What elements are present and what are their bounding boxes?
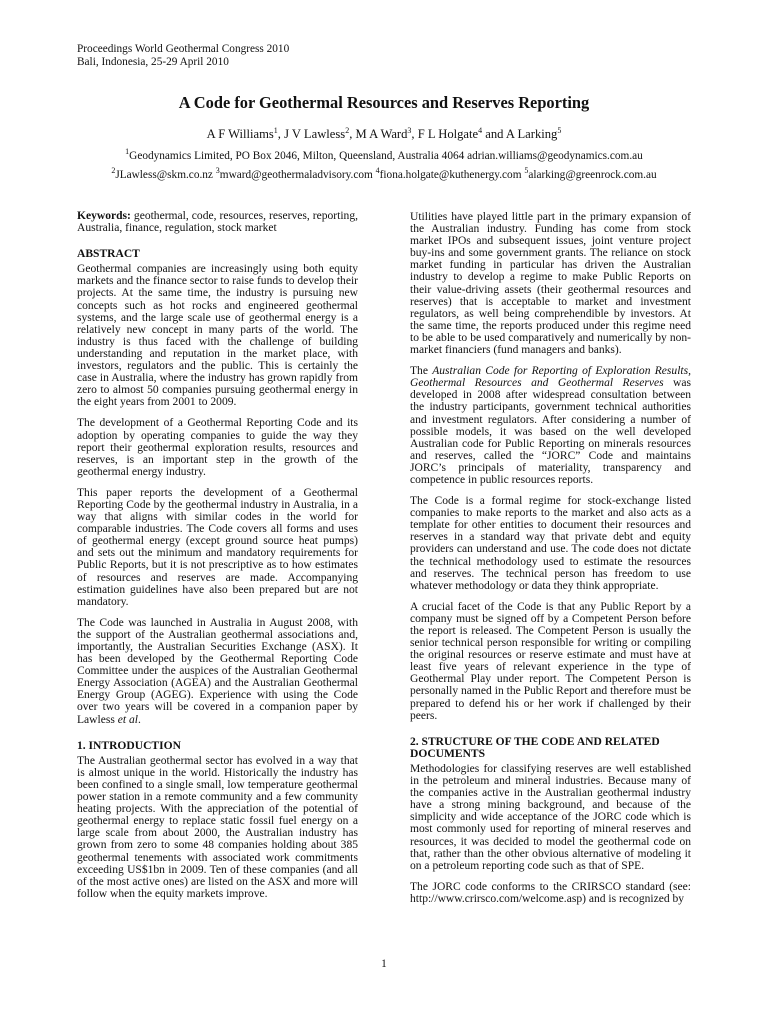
proceedings-header (77, 43, 289, 69)
abstract-paragraph: This paper reports the development of a Geothermal Reporting Code by the geothermal industry in Australia, in a way that aligns with similar codes in the world for comparable industries. The Code covers all forms and uses of geothermal energy (except ground source heat pumps) and sets out the minimum and mandatory requirements for Public Reports, but it is not prescriptive as to how estimates of resources and reserves are made. Accompanying estimation guidelines have also been prepared but are not mandatory. (77, 486, 358, 608)
introduction-heading: 1. INTRODUCTION (77, 739, 181, 752)
abstract-paragraph: The development of a Geothermal Reporting Code and its adoption by operating companies to guide the way they report their geothermal exploration results, resources and reserves, is an important step in the growth of the geothermal energy industry. (77, 417, 358, 478)
body-paragraph: A crucial facet of the Code is that any Public Report by a company must be signed off by a Competent Person before the report is released. The Competent Person is usually the senior technical person responsible for writing or compiling the original resources or reserve estimate and must have at least five years of relevant experience in the type of Geothermal Play under report. The Competent Person is personally named in the Public Report and therefore must be prepared to defend his or her work if challenged by their peers. (410, 600, 691, 722)
body-paragraph: The Code is a formal regime for stock-exchange listed companies to make reports to the market and also acts as a template for other entities to document their resources and reserves in a standard way that private debt and equity providers can understand and use. The code does not dictate the technical methodology used to estimate the resources and reserves. The technical person has freedom to use whatever methodology or data they think appropriate. (410, 495, 691, 592)
affiliation-line-2: $^2$JLawless@skm.co.nz $^3$mward@geothermaladvisory.com $^4$fiona.holgate@kuthenergy.com $^5$alarking@greenrock.com.au (111, 166, 657, 181)
page-number: 1 (381, 958, 387, 970)
introduction-paragraph: The Australian geothermal sector has evolved in a way that is almost unique in the world. Historically the industry has been confined to a single small, low temperature geothermal power station in a remote community and a few community heating projects. With the appreciation of the potential of geothermal energy to replace static fossil fuel energy on a large scale from about 2000, the Australian industry has grown from zero to some 48 companies holding about 385 geothermal tenements with associated work commitments exceeding US$1bn in 2009. Ten of these companies (and all of the most active ones) are listed on the ASX and more will follow when the equity markets improve. (77, 754, 358, 900)
body-paragraph: The Australian Code for Reporting of Exploration Results, Geothermal Resources and Geothermal Reserves was developed in 2008 after widespread consultation between the industry participants, government technical authorities and investment regulators. After considering a number of possible models, it was based on the well developed Australian code for Public Reporting on minerals resources and reserves, called the “JORC” Code and maintains JORC’s principals of materiality, transparency and competence in public resources reports. (410, 365, 691, 486)
abstract-paragraph: The Code was launched in Australia in August 2008, with the support of the Australian geothermal associations and, importantly, the Australian Securities Exchange (ASX). It has been developed by the Geothermal Reporting Code Committee under the auspices of the Australian Geothermal Energy Association (AGEA) and the Australian Geothermal Energy Group (AGEG). Experience with using the Code over two years will be covered in a companion paper by Lawless et al. (77, 616, 358, 726)
proceedings-line: Proceedings World Geothermal Congress 2010 (77, 43, 290, 55)
body-paragraph: Utilities have played little part in the primary expansion of the Australian industry. Funding has come from stock market IPOs and subsequent issues, joint venture project buy-ins and some government grants. The reliance on stock market funding in particular has driven the Australian industry to develop a regime to make Public Reports on their value-driving assets (their geothermal resources and reserves) that is acceptable to market and investment regulators, as well being comprehendible by investors. At the same time, the reports produced under this regime need to be able to be used comparatively and numerically by non-market financiers (fund managers and banks). (410, 211, 691, 357)
keywords-text: geothermal, code, resources, reserves, reporting, Australia, finance, regulation, stock market (77, 210, 358, 235)
keywords (77, 210, 358, 234)
abstract-paragraph: Geothermal companies are increasingly using both equity markets and the finance sector to raise funds to develop their projects. At the same time, the industry is pursuing new concepts such as hot rocks and engineered geothermal systems, and the large scale use of geothermal energy is a relatively new concept in many parts of the world. The industry is thus faced with the challenge of building understanding and reputation in the market place, with investors, regulators and the public. This is certainly the case in Australia, where the industry has grown rapidly from zero to almost 50 companies pursuing geothermal energy in the eight years from 2001 to 2009. (77, 263, 358, 409)
body-paragraph: Methodologies for classifying reserves are well established in the petroleum and mineral industries. Because many of the companies active in the Australian geothermal industry have a strong mining background, and because of the simplicity and wide acceptance of the JORC code which is most commonly used for reporting of mineral reserves and resources, it was decided to model the geothermal code on that, rather than the other obvious alternative of modeling it on a petroleum reporting code such as that of SPE. (410, 762, 691, 872)
body-paragraph: The JORC code conforms to the CRIRSCO standard (see: http://www.crirsco.com/welcome.asp) and is recognized by (410, 880, 691, 905)
left-column (77, 210, 358, 909)
paper-title: A Code for Geothermal Resources and Reserves Reporting (178, 93, 590, 112)
affiliation-line-1: $^1$Geodynamics Limited, PO Box 2046, Milton, Queensland, Australia 4064 adrian.williams@geodynamics.com.au (125, 147, 643, 162)
keywords-label: Keywords: (77, 210, 131, 222)
section-2-heading: 2. STRUCTURE OF THE CODE AND RELATED DOCUMENTS (410, 735, 660, 760)
abstract-heading: ABSTRACT (77, 248, 140, 261)
location-date-line: Bali, Indonesia, 25-29 April 2010 (77, 56, 229, 68)
author-list: A F Williams$^1$, J V Lawless$^2$, M A Ward$^3$, F L Holgate$^4$ and A Larking$^5$ (206, 126, 562, 141)
right-column (410, 211, 691, 914)
